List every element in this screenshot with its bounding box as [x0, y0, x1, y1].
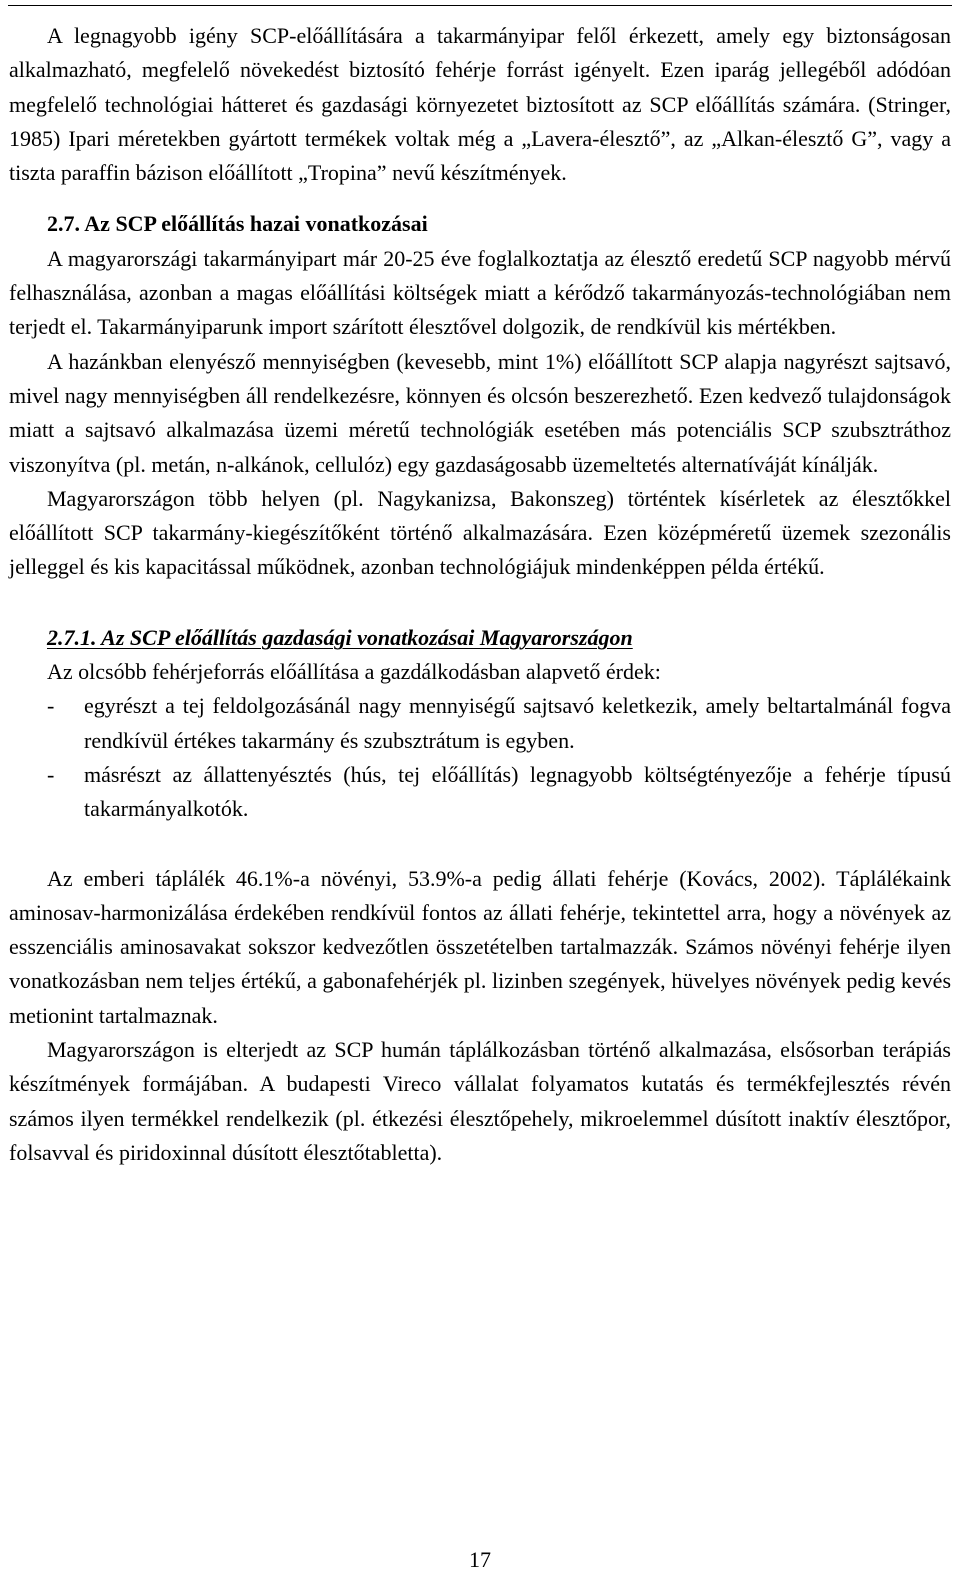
list-item: [9, 689, 951, 758]
bullet-list: [9, 689, 951, 826]
body-paragraph: A hazánkban elenyésző mennyiségben (kevesebb, mint 1%) előállított SCP alapja nagyrészt sajtsavó, mivel nagy mennyiségben áll rendelkezésre, könnyen és olcsón beszerezhető. Ezen kedvező tulajdonságok miatt a sajtsavó alkalmazása üzemi méretű technológiák esetében más potenciális SCP szubsztráthoz viszonyítva (pl. metán, n-alkánok, cellulóz) egy gazdaságosabb üzemeltetés alternatíváját kínálják.: [9, 348, 951, 477]
header-rule: [8, 5, 952, 6]
body-paragraph: Magyarországon több helyen (pl. Nagykanizsa, Bakonszeg) történtek kísérletek az élesztőkkel előállított SCP takarmány-kiegészítőként történő alkalmazására. Ezen középméretű üzemek szezonális jelleggel és kis kapacitással működnek, azonban technológiájuk mindenképpen példa értékű.: [9, 485, 951, 580]
list-dash: -: [47, 761, 55, 787]
subsection-intro: Az olcsóbb fehérjeforrás előállítása a gazdálkodásban alapvető érdek:: [47, 659, 661, 685]
list-item-text: egyrészt a tej feldolgozásánál nagy mennyiségű sajtsavó keletkezik, amely beltartalmánál fogva rendkívül értékes takarmány és szubsztrátum is egyben.: [84, 693, 951, 753]
intro-paragraph: A legnagyobb igény SCP-előállítására a takarmányipar felől érkezett, amely egy biztonságosan alkalmazható, megfelelő növekedést biztosító fehérje forrást igényelt. Ezen iparág jellegéből adódóan megfelelő technológiai hátteret és gazdasági környezetet biztosított az SCP előállítás számára. (Stringer, 1985) Ipari méretekben gyártott termékek voltak még a „Lavera-élesztő”, az „Alkan-élesztő G”, vagy a tiszta paraffin bázison előállított „Tropina” nevű készítmények.: [9, 23, 951, 186]
body-paragraph: Az emberi táplálék 46.1%-a növényi, 53.9%-a pedig állati fehérje (Kovács, 2002). Táplálékaink aminosav-harmonizálása érdekében rendkívül fontos az állati fehérje, tekintettel arra, hogy a növények az esszenciális aminosavakat sokszor kedvezőtlen összetételben tartalmazzák. Számos növényi fehérje ilyen vonatkozásban nem teljes értékű, a gabonafehérjék pl. lizinben szegények, hüvelyes növények pedig kevés metionint tartalmaznak.: [9, 865, 951, 1028]
list-item-text: másrészt az állattenyésztés (hús, tej előállítás) legnagyobb költségtényezője a fehérje típusú takarmányalkotók.: [84, 761, 951, 822]
list-item: [9, 758, 951, 827]
page-number: 17: [469, 1547, 491, 1572]
list-dash: -: [47, 693, 55, 719]
body-paragraph: A magyarországi takarmányipart már 20-25 éve foglalkoztatja az élesztő eredetű SCP nagyobb mérvű felhasználása, azonban a magas előállítási költségek miatt a kérődző takarmányozás-technológiában nem terjedt el. Takarmányiparunk import szárított élesztővel dolgozik, de rendkívül kis mértékben.: [9, 245, 951, 340]
page-body: [9, 19, 951, 1170]
subsection-heading: 2.7.1. Az SCP előállítás gazdasági vonatkozásai Magyarországon: [47, 624, 633, 650]
section-heading: 2.7. Az SCP előállítás hazai vonatkozásai: [47, 211, 428, 237]
body-paragraph: Magyarországon is elterjedt az SCP humán táplálkozásban történő alkalmazása, elsősorban terápiás készítmények formájában. A budapesti Vireco vállalat folyamatos kutatás és termékfejlesztés révén számos ilyen termékkel rendelkezik (pl. étkezési élesztőpehely, mikroelemmel dúsított inaktív élesztőpor, folsavval és piridoxinnal dúsított élesztőtabletta).: [9, 1037, 951, 1165]
